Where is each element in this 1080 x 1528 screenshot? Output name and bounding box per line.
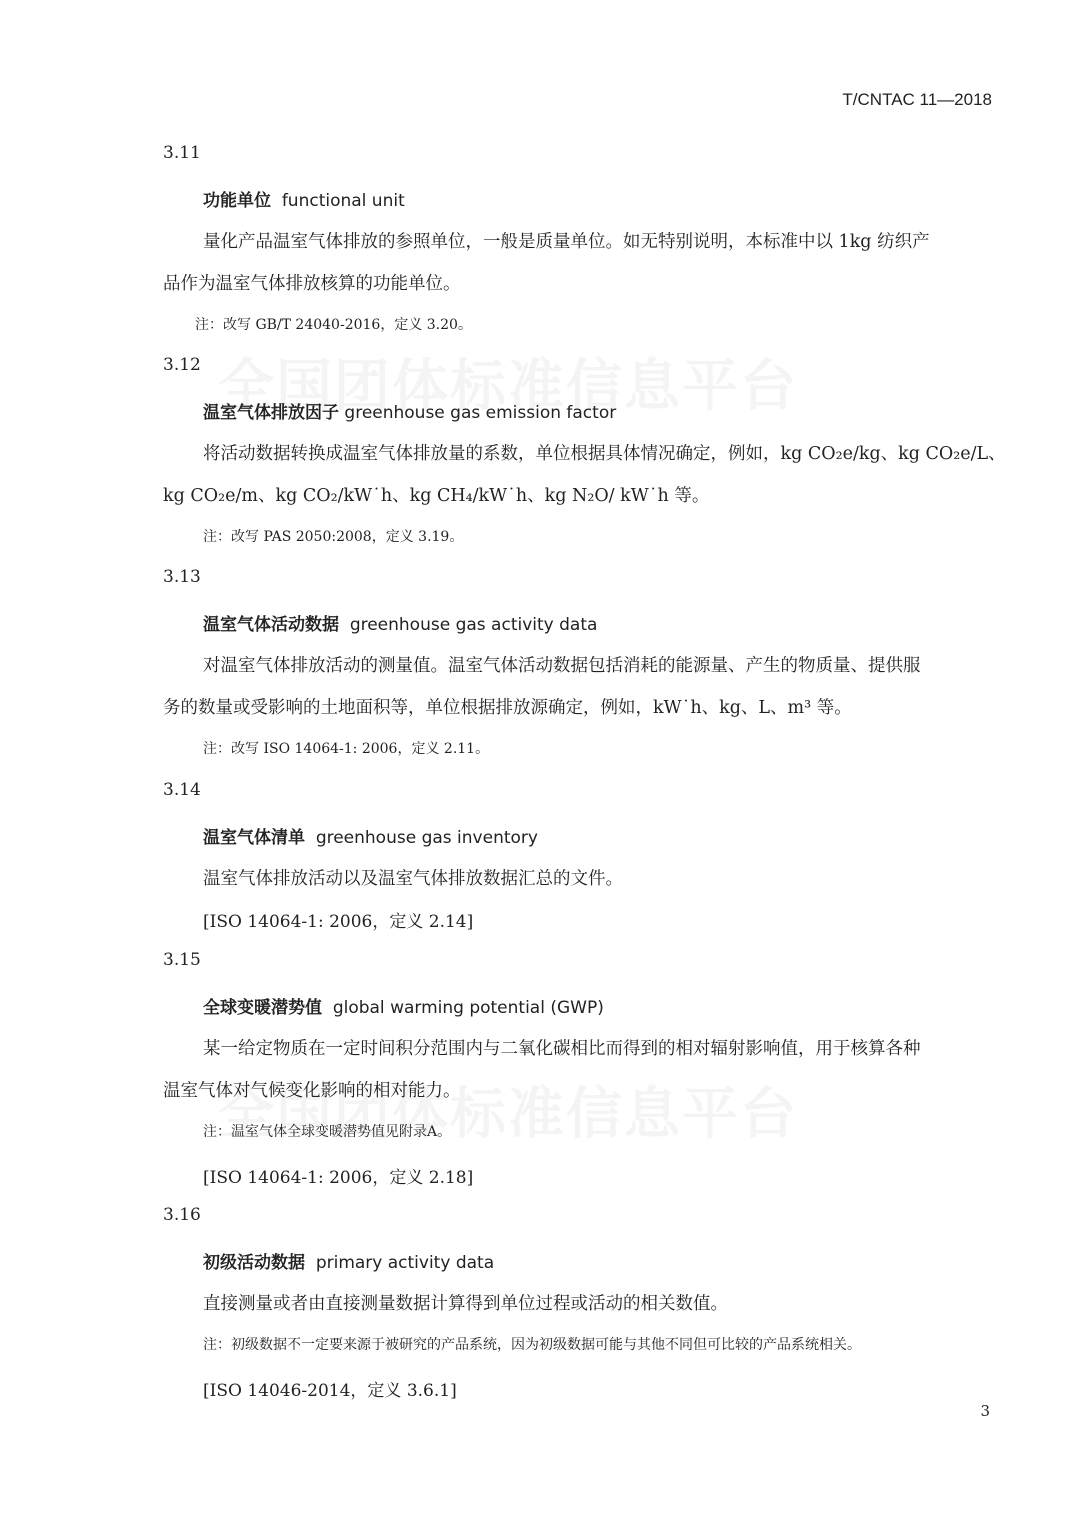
term-3-14 (203, 823, 538, 848)
term-3-13 (203, 610, 597, 635)
definition-line: 对温室气体排放活动的测量值。温室气体活动数据包括消耗的能源量、产生的物质量、提供服 (203, 656, 921, 676)
definition-line: 将活动数据转换成温室气体排放量的系数，单位根据具体情况确定，例如，kg CO₂e/kg、kg CO₂e/L、 (203, 444, 1006, 464)
note-3-12: 注：改写 PAS 2050:2008，定义 3.19。 (203, 529, 464, 545)
definition-line: 务的数量或受影响的土地面积等，单位根据排放源确定，例如，kW˙h、kg、L、m³ 等。 (163, 698, 852, 718)
term-en: greenhouse gas activity data (349, 615, 598, 635)
definition-line: 量化产品温室气体排放的参照单位，一般是质量单位。如无特别说明，本标准中以 1kg 纺织产 (203, 232, 930, 252)
clause-number-3-15: 3.15 (163, 950, 201, 970)
definition-line: 某一给定物质在一定时间积分范围内与二氧化碳相比而得到的相对辐射影响值，用于核算各种 (203, 1039, 921, 1059)
definition-line: kg CO₂e/m、kg CO₂/kW˙h、kg CH₄/kW˙h、kg N₂O/ kW˙h 等。 (163, 486, 710, 506)
term-3-15 (203, 993, 604, 1018)
term-en: global warming potential (GWP) (332, 998, 604, 1018)
term-en: greenhouse gas emission factor (344, 403, 617, 423)
source-reference: [ISO 14064-1: 2006，定义 2.14] (203, 912, 474, 932)
note-3-15: 注：温室气体全球变暖潜势值见附录A。 (203, 1124, 452, 1140)
page-number: 3 (980, 1402, 990, 1420)
clause-number-3-13: 3.13 (163, 567, 201, 587)
note-3-13: 注：改写 ISO 14064-1: 2006，定义 2.11。 (203, 741, 490, 757)
clause-number-3-16: 3.16 (163, 1205, 201, 1225)
term-zh: 温室气体排放因子 (203, 403, 339, 423)
term-zh: 温室气体活动数据 (203, 615, 339, 635)
source-reference: [ISO 14064-1: 2006，定义 2.18] (203, 1168, 474, 1188)
term-zh: 温室气体清单 (203, 828, 305, 848)
clause-number-3-14: 3.14 (163, 780, 201, 800)
term-3-11 (203, 186, 405, 211)
definition-line: 直接测量或者由直接测量数据计算得到单位过程或活动的相关数值。 (203, 1294, 728, 1314)
term-zh: 功能单位 (203, 191, 271, 211)
clause-number-3-11: 3.11 (163, 143, 201, 163)
term-3-16 (203, 1248, 494, 1273)
term-zh: 初级活动数据 (203, 1253, 305, 1273)
term-zh: 全球变暖潜势值 (203, 998, 322, 1018)
note-3-16: 注：初级数据不一定要来源于被研究的产品系统，因为初级数据可能与其他不同但可比较的产品系统相关。 (203, 1337, 861, 1353)
source-reference: [ISO 14046-2014，定义 3.6.1] (203, 1381, 457, 1401)
term-en: primary activity data (315, 1253, 495, 1273)
note-3-11: 注：改写 GB/T 24040-2016，定义 3.20。 (195, 317, 472, 333)
clause-number-3-12: 3.12 (163, 355, 201, 375)
term-3-12 (203, 398, 616, 423)
definition-line: 温室气体对气候变化影响的相对能力。 (163, 1081, 461, 1101)
term-en: greenhouse gas inventory (315, 828, 538, 848)
definition-line: 品作为温室气体排放核算的功能单位。 (163, 274, 461, 294)
document-id: T/CNTAC 11—2018 (842, 90, 992, 109)
term-en: functional unit (281, 191, 405, 211)
definition-line: 温室气体排放活动以及温室气体排放数据汇总的文件。 (203, 869, 623, 889)
